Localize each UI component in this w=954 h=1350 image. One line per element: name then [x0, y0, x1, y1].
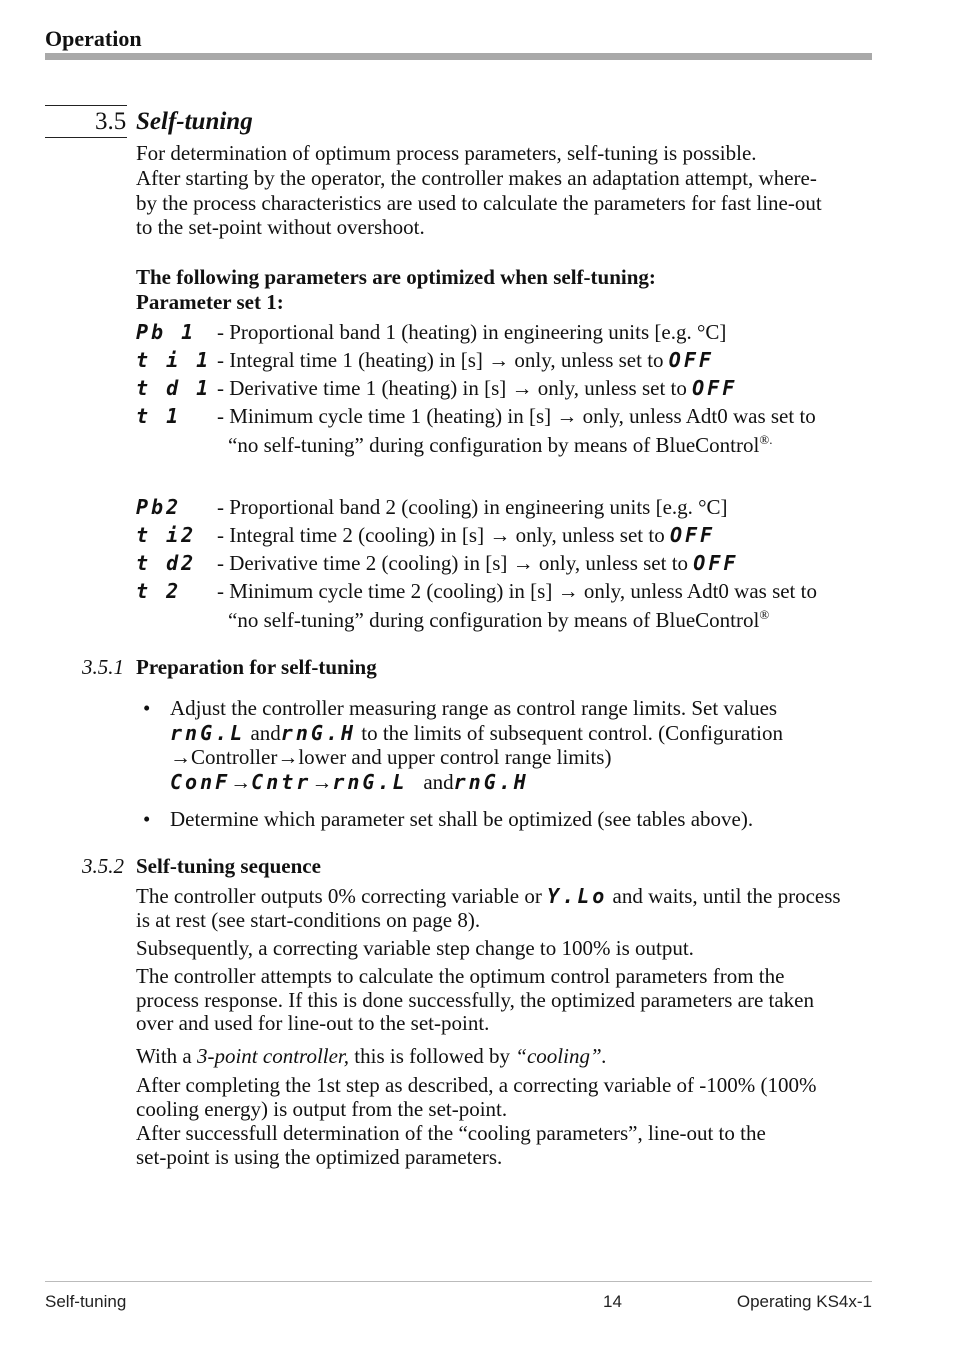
paragraph-line: over and used for line-out to the set-point.	[136, 1011, 490, 1035]
page-number: 14	[603, 1292, 622, 1311]
subsection-title: Self-tuning sequence	[136, 854, 321, 878]
subsection-title: Preparation for self-tuning	[136, 655, 377, 679]
path-code: Cntr	[251, 770, 312, 794]
bullet-icon: •	[143, 696, 151, 720]
paragraph-line: After completing the 1st step as described, a correcting variable of -100% (100%	[136, 1073, 817, 1097]
and-text: and	[250, 721, 281, 745]
param-desc-cont	[228, 428, 772, 457]
paragraph-text: The controller outputs 0% correcting variable or	[136, 884, 542, 908]
emphasis: 3-point controller,	[196, 1044, 350, 1068]
paragraph-line: is at rest (see start-conditions on page 8).	[136, 908, 481, 932]
footer-rule	[45, 1281, 872, 1282]
emphasis: “cooling”.	[515, 1044, 607, 1068]
paragraph-line: After successfull determination of the “cooling parameters”, line-out to the	[136, 1121, 766, 1145]
intro-line: For determination of optimum process parameters, self-tuning is possible.	[136, 141, 757, 165]
param-desc: - Minimum cycle time 1 (heating) in [s] → only, unless Adt0 was set to	[217, 404, 816, 428]
arrow: →	[311, 770, 333, 794]
path-code: ConF	[170, 770, 231, 794]
param-desc	[217, 348, 714, 372]
param-desc-text: - Derivative time 2 (cooling) in [s] → only, unless set to	[217, 551, 689, 575]
section-rule-bottom	[45, 137, 127, 138]
bullet-text	[170, 721, 783, 745]
paragraph-line: The controller attempts to calculate the optimum control parameters from the	[136, 964, 785, 988]
and-text: and	[423, 770, 454, 794]
param-desc-cont-text: “no self-tuning” during configuration by means of BlueControl	[228, 608, 760, 632]
bullet-icon: •	[143, 807, 151, 831]
param-code: t d2	[136, 551, 197, 575]
intro-line: by the process characteristics are used to calculate the parameters for fast line-out	[136, 191, 822, 215]
param-desc-text: - Integral time 1 (heating) in [s] → only, unless set to	[217, 348, 664, 372]
param-desc-text: - Derivative time 1 (heating) in [s] → only, unless set to	[217, 376, 687, 400]
param-desc: - Minimum cycle time 2 (cooling) in [s] → only, unless Adt0 was set to	[217, 579, 817, 603]
ylo-code: Y.Lo	[547, 884, 608, 908]
off-code: OFF	[693, 551, 739, 575]
param-desc	[217, 376, 737, 400]
arrow: →	[230, 770, 252, 794]
section-rule-top	[45, 105, 127, 106]
paragraph-line: Subsequently, a correcting variable step change to 100% is output.	[136, 936, 694, 960]
param-desc-cont-text: “no self-tuning” during configuration by means of BlueControl	[228, 433, 760, 457]
registered-mark: ®	[759, 607, 770, 622]
param-code: Pb 1	[136, 320, 197, 344]
off-code: OFF	[668, 348, 714, 372]
range-code: rnG.L	[170, 721, 246, 745]
paragraph-text: and waits, until the process	[612, 884, 841, 908]
footer-right: Operating KS4x-1	[736, 1292, 872, 1311]
paragraph-line	[136, 884, 841, 908]
config-path	[170, 770, 529, 794]
intro-line: After starting by the operator, the controller makes an adaptation attempt, where-	[136, 166, 817, 190]
off-code: OFF	[692, 376, 738, 400]
param-desc: - Proportional band 2 (cooling) in engineering units [e.g. °C]	[217, 495, 728, 519]
path-code: rnG.L	[332, 770, 408, 794]
intro-line: to the set-point without overshoot.	[136, 215, 425, 239]
page-header-title: Operation	[45, 26, 142, 51]
section-number: 3.5	[95, 108, 127, 135]
path-code: rnG.H	[453, 770, 529, 794]
param-desc	[217, 551, 738, 575]
paragraph-text: With a	[136, 1044, 192, 1068]
optimized-heading: The following parameters are optimized when self-tuning:	[136, 265, 656, 289]
footer-left: Self-tuning	[45, 1292, 127, 1311]
param-code: t d 1	[136, 376, 212, 400]
paragraph-text: this is followed by	[354, 1044, 511, 1068]
bullet-text: Determine which parameter set shall be optimized (see tables above).	[170, 807, 754, 831]
param-code: t 2	[136, 579, 182, 603]
subsection-number: 3.5.1	[82, 655, 124, 679]
paragraph-line: process response. If this is done successfully, the optimized parameters are taken	[136, 988, 814, 1012]
param-desc	[217, 523, 715, 547]
off-code: OFF	[669, 523, 716, 547]
paragraph-line: cooling energy) is output from the set-point.	[136, 1097, 508, 1121]
bullet-text-rest: to the limits of subsequent control. (Configuration	[361, 721, 783, 745]
param-desc-cont	[228, 603, 769, 632]
param-code: Pb2	[136, 495, 182, 519]
param-code: t 1	[136, 404, 182, 428]
registered-mark: ®.	[759, 432, 773, 447]
bullet-text: →Controller→lower and upper control range limits)	[170, 745, 612, 769]
bullet-text: Adjust the controller measuring range as control range limits. Set values	[170, 696, 778, 720]
paragraph-line: set-point is using the optimized parameters.	[136, 1145, 503, 1169]
param-code: t i2	[136, 523, 197, 547]
param-desc: - Proportional band 1 (heating) in engineering units [e.g. °C]	[217, 320, 727, 344]
paragraph-line	[136, 1044, 607, 1068]
set1-heading: Parameter set 1:	[136, 290, 284, 314]
param-code: t i 1	[136, 348, 212, 372]
range-code: rnG.H	[280, 721, 357, 745]
section-title: Self-tuning	[136, 108, 253, 135]
param-desc-text: - Integral time 2 (cooling) in [s] → only, unless set to	[217, 523, 665, 547]
subsection-number: 3.5.2	[82, 854, 124, 878]
header-bar	[45, 53, 872, 60]
